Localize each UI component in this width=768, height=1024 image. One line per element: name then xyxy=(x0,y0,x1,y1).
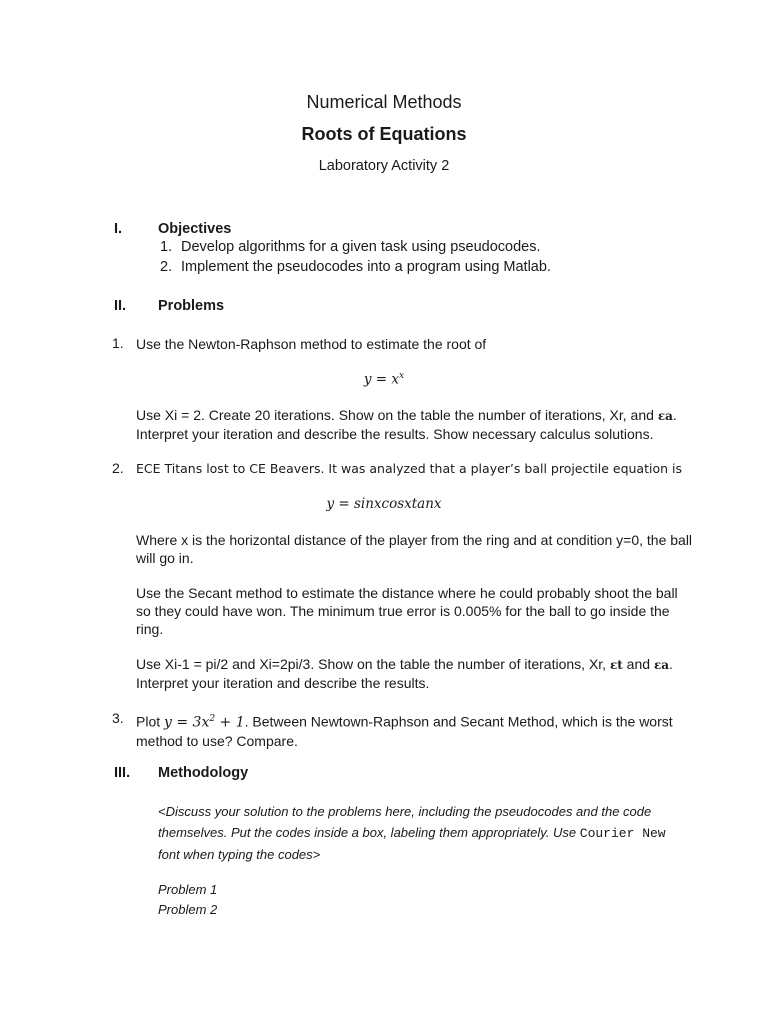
problem-2-intro: ECE Titans lost to CE Beavers. It was analyzed that a player’s ball projectile equation is xyxy=(136,461,682,476)
section-3-numeral: III. xyxy=(114,765,131,781)
section-objectives-heading: Objectives xyxy=(158,221,232,237)
problem-1-instructions: Use Xi = 2. Create 20 iterations. Show on the table the number of iterations, Xr, and εa. Interpret your iteration and describe the results. Show necessary calculus solutions. xyxy=(136,407,677,442)
methodology-note: <Discuss your solution to the problems here, including the pseudocodes and the code themselves. Put the codes inside a box, labeling them appropriately. Use Courier New font when typing the codes> xyxy=(158,804,666,862)
problem-2-secant: Use the Secant method to estimate the distance where he could probably shoot the ball so they could have won. The minimum true error is 0.005% for the ball to go inside the ring. xyxy=(136,585,678,637)
objective-1-number: 1. xyxy=(160,239,173,255)
activity-label: Laboratory Activity 2 xyxy=(318,158,450,174)
objective-1-text: Develop algorithms for a given task using pseudocodes. xyxy=(181,239,541,255)
problem-1-equation: $y = x^x$ xyxy=(363,371,405,388)
epsilon-t-symbol: εt xyxy=(609,658,623,672)
problem-1-number: 1. xyxy=(112,335,124,351)
problem-3-text: Plot $y = 3x^2 + 1$. Between Newtown-Raphson and Secant Method, which is the worst method to use? Compare. xyxy=(136,713,673,749)
document-title: Numerical Methods xyxy=(306,92,462,112)
objective-2-text: Implement the pseudocodes into a program using Matlab. xyxy=(181,259,551,275)
objective-2-number: 2. xyxy=(160,259,173,275)
methodology-problem-2: Problem 2 xyxy=(158,902,218,917)
section-methodology-heading: Methodology xyxy=(158,765,249,781)
problem-2-number: 2. xyxy=(112,460,124,476)
problem-2-where: Where x is the horizontal distance of the player from the ring and at condition y=0, the ball will go in. xyxy=(136,532,693,566)
courier-new-text: Courier New xyxy=(579,826,666,841)
epsilon-a-symbol-2: εa xyxy=(653,658,670,672)
problem-3-number: 3. xyxy=(112,710,124,726)
epsilon-a-symbol: εa xyxy=(657,409,673,423)
problem-2-equation: y = sinxcosxtanx xyxy=(326,496,442,512)
section-2-numeral: II. xyxy=(114,298,127,314)
section-problems-heading: Problems xyxy=(158,298,225,314)
methodology-problem-1: Problem 1 xyxy=(158,882,218,897)
document-subtitle: Roots of Equations xyxy=(301,124,467,144)
section-1-numeral: I. xyxy=(114,221,123,237)
problem-1-intro: Use the Newton-Raphson method to estimate the root of xyxy=(136,336,487,352)
problem-2-initial: Use Xi-1 = pi/2 and Xi=2pi/3. Show on the table the number of iterations, Xr, εt and εa. Interpret your iteration and describe the results. xyxy=(136,656,673,691)
